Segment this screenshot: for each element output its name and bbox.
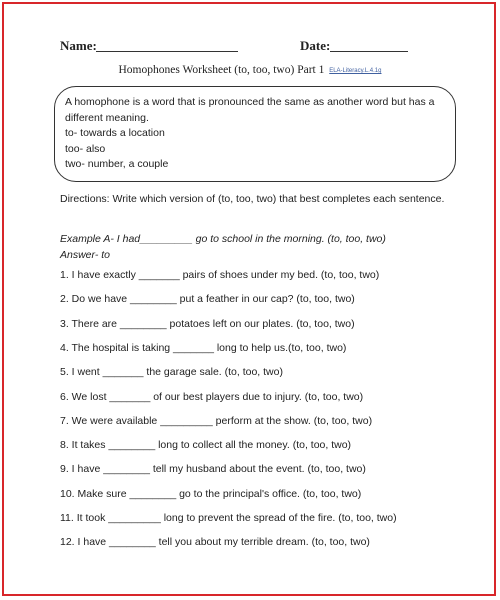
question-6: 6. We lost _______ of our best players due to injury. (to, too, two) xyxy=(60,390,364,403)
definition-too: too- also xyxy=(65,142,106,155)
directions-text: Directions: Write which version of (to, too, two) that best completes each sentence. xyxy=(60,193,445,205)
example-block xyxy=(60,231,460,263)
date-blank-line xyxy=(330,51,408,52)
definition-line-1: A homophone is a word that is pronounced the same as another word but has a xyxy=(65,96,435,108)
question-8: 8. It takes ________ long to collect all the money. (to, too, two) xyxy=(60,439,352,452)
question-9: 9. I have ________ tell my husband about the event. (to, too, two) xyxy=(60,463,366,476)
worksheet-title xyxy=(0,64,500,76)
definition-line-2: different meaning. xyxy=(65,111,149,124)
question-1: 1. I have exactly _______ pairs of shoes under my bed. (to, too, two) xyxy=(60,269,380,281)
question-11: 11. It took _________ long to prevent the spread of the fire. (to, too, two) xyxy=(60,512,397,524)
worksheet-header xyxy=(0,38,500,54)
definition-two: two- number, a couple xyxy=(65,158,169,170)
example-sentence: Example A- I had_________ go to school in the morning. (to, too, two) xyxy=(60,233,386,245)
question-10: 10. Make sure ________ go to the principal's office. (to, too, two) xyxy=(60,487,362,500)
standard-link[interactable]: ELA-Literacy.L.4.1g xyxy=(329,68,382,74)
name-label: Name: xyxy=(60,38,97,53)
question-12: 12. I have ________ tell you about my terrible dream. (to, too, two) xyxy=(60,536,370,549)
question-3: 3. There are ________ potatoes left on our plates. (to, too, two) xyxy=(60,317,355,330)
definition-box xyxy=(54,86,456,182)
definition-to: to- towards a location xyxy=(65,127,165,139)
question-4: 4. The hospital is taking _______ long to help us.(to, too, two) xyxy=(60,341,347,354)
name-blank-line xyxy=(96,51,238,52)
example-answer: Answer- to xyxy=(60,249,110,261)
question-5: 5. I went _______ the garage sale. (to, too, two) xyxy=(60,366,283,379)
question-7: 7. We were available _________ perform at the show. (to, too, two) xyxy=(60,414,373,427)
title-text: Homophones Worksheet (to, too, two) Part 1 xyxy=(118,64,325,76)
question-2: 2. Do we have ________ put a feather in our cap? (to, too, two) xyxy=(60,293,355,306)
date-label: Date: xyxy=(300,38,331,53)
